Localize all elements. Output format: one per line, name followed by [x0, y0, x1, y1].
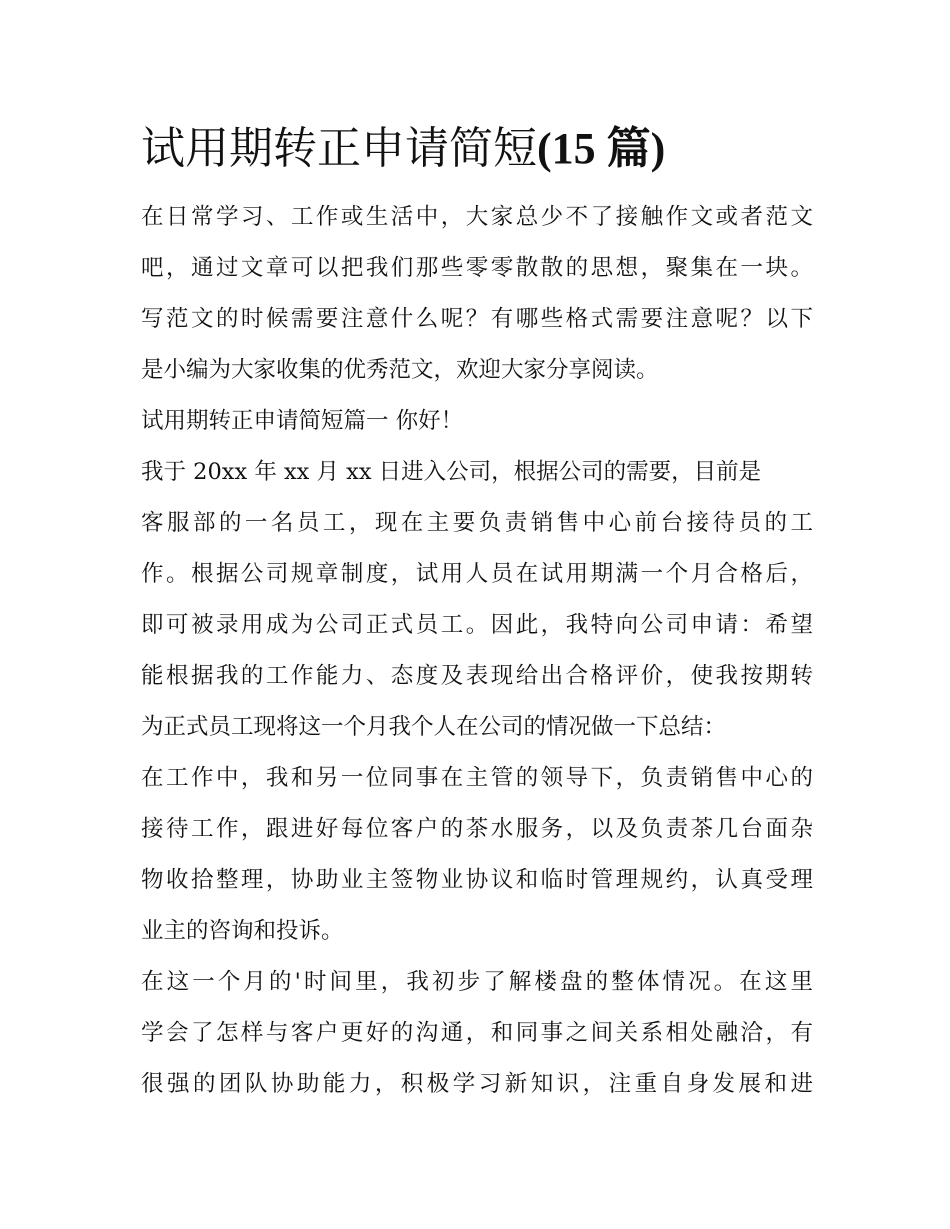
body-line: 即可被录用成为公司正式员工。因此，我特向公司申请：希望 [141, 612, 813, 638]
document-page [141, 118, 813, 1110]
body-line: 试用期转正申请简短篇一 你好！ [141, 408, 464, 434]
body-line: 客服部的一名员工，现在主要负责销售中心前台接待员的工 [141, 510, 813, 536]
body-line: 业主的咨询和投诉。 [141, 918, 344, 944]
body-line: 写范文的时候需要注意什么呢？有哪些格式需要注意呢？以下 [141, 306, 813, 332]
body-line: 为正式员工现将这一个月我个人在公司的情况做一下总结： [141, 714, 727, 740]
body-line: 很强的团队协助能力，积极学习新知识，注重自身发展和进 [141, 1071, 813, 1097]
body-line: 物收拾整理，协助业主签物业协议和临时管理规约，认真受理 [141, 867, 813, 893]
body-line: 吧，通过文章可以把我们那些零零散散的思想，聚集在一块。 [141, 255, 813, 281]
title-suffix: (15 篇) [537, 124, 666, 173]
body-line: 在工作中，我和另一位同事在主管的领导下，负责销售中心的 [141, 765, 813, 791]
body-line: 能根据我的工作能力、态度及表现给出合格评价，使我按期转 [141, 663, 813, 689]
document-title [141, 118, 813, 180]
title-main: 试用期转正申请简短 [141, 123, 537, 174]
body-line: 在日常学习、工作或生活中，大家总少不了接触作文或者范文 [141, 204, 813, 230]
document-body [141, 192, 813, 1110]
body-line: 作。根据公司规章制度，试用人员在试用期满一个月合格后， [141, 561, 813, 587]
body-line: 在这一个月的'时间里，我初步了解楼盘的整体情况。在这里 [141, 969, 813, 995]
body-line: 学会了怎样与客户更好的沟通，和同事之间关系相处融洽，有 [141, 1020, 813, 1046]
body-line: 接待工作，跟进好每位客户的茶水服务，以及负责茶几台面杂 [141, 816, 813, 842]
body-line: 是小编为大家收集的优秀范文，欢迎大家分享阅读。 [141, 357, 659, 383]
body-line: 我于 20xx 年 xx 月 xx 日进入公司，根据公司的需要，目前是 [141, 459, 762, 485]
